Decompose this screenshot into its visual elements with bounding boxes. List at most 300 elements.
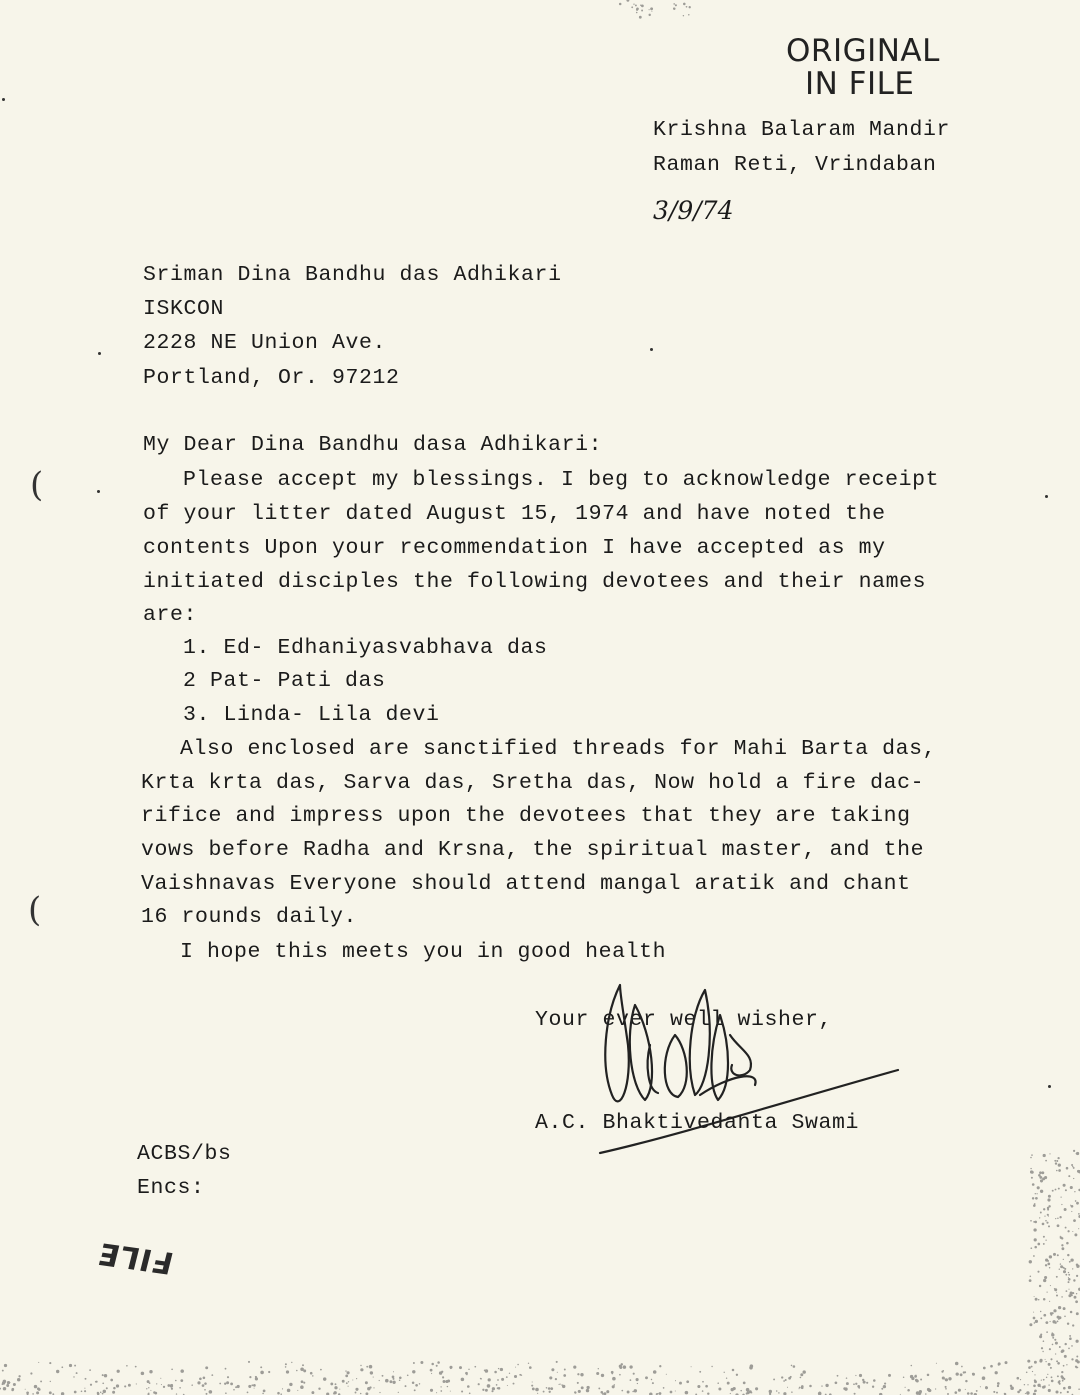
noise-speck: [679, 1382, 682, 1385]
noise-speck: [702, 1381, 704, 1383]
noise-speck: [673, 8, 675, 10]
file-stamp: FILE: [94, 1235, 178, 1280]
noise-speck: [334, 1386, 337, 1389]
noise-speck: [1067, 1322, 1069, 1324]
noise-speck: [556, 1361, 558, 1363]
noise-speck: [915, 1379, 918, 1382]
noise-speck: [296, 1370, 298, 1372]
noise-speck: [564, 1369, 566, 1371]
noise-speck: [872, 1386, 874, 1388]
noise-speck: [1063, 1378, 1065, 1380]
noise-speck: [905, 1387, 906, 1388]
noise-speck: [1030, 1276, 1032, 1278]
noise-speck: [1059, 1346, 1061, 1348]
noise-speck: [254, 1388, 255, 1389]
noise-speck: [1039, 1335, 1042, 1338]
noise-speck: [36, 1391, 39, 1394]
noise-speck: [1071, 1205, 1074, 1208]
noise-speck: [1045, 1322, 1047, 1324]
noise-speck: [825, 1384, 828, 1387]
noise-speck: [347, 1371, 350, 1374]
noise-speck: [135, 1366, 137, 1368]
noise-speck: [1073, 1150, 1075, 1152]
noise-speck: [1056, 1294, 1058, 1296]
stray-dot: [650, 348, 653, 351]
noise-speck: [1068, 1277, 1069, 1278]
noise-speck: [9, 1382, 10, 1383]
noise-speck: [420, 1361, 423, 1364]
original-in-file-stamp-line2: IN FILE: [805, 66, 915, 102]
noise-speck: [235, 1386, 237, 1388]
noise-speck: [1066, 1364, 1067, 1365]
original-in-file-stamp-line1: ORIGINAL: [786, 33, 940, 69]
noise-speck: [858, 1387, 860, 1389]
noise-speck: [1050, 1367, 1052, 1369]
noise-speck: [929, 1389, 932, 1392]
noise-speck: [1039, 1171, 1042, 1174]
noise-speck: [260, 1366, 262, 1368]
noise-speck: [445, 1380, 448, 1383]
noise-speck: [360, 1368, 363, 1371]
noise-speck: [1071, 1211, 1072, 1212]
noise-speck: [778, 1392, 780, 1394]
noise-speck: [69, 1364, 72, 1367]
noise-speck: [1034, 1322, 1036, 1324]
noise-speck: [1034, 1296, 1035, 1297]
noise-speck: [461, 1380, 462, 1381]
noise-speck: [705, 1385, 708, 1388]
noise-speck: [1048, 1216, 1049, 1217]
noise-speck: [634, 1389, 637, 1392]
noise-speck: [549, 1391, 551, 1393]
noise-speck: [1047, 1209, 1049, 1211]
noise-speck: [920, 1379, 922, 1381]
noise-speck: [640, 5, 641, 6]
noise-speck: [1051, 1376, 1053, 1378]
noise-speck: [268, 1371, 270, 1373]
noise-speck: [928, 1389, 931, 1392]
noise-speck: [205, 1366, 208, 1369]
noise-speck: [835, 1381, 838, 1384]
noise-speck: [749, 1390, 752, 1393]
noise-speck: [116, 1384, 119, 1387]
noise-speck: [702, 1390, 704, 1392]
noise-speck: [1020, 1379, 1021, 1380]
noise-speck: [1061, 1377, 1064, 1380]
noise-speck: [1076, 1264, 1079, 1267]
noise-speck: [312, 1375, 314, 1377]
noise-speck: [1074, 1191, 1075, 1192]
noise-speck: [197, 1381, 200, 1384]
noise-speck: [1059, 1216, 1061, 1218]
noise-speck: [1034, 1389, 1037, 1392]
noise-speck: [180, 1379, 183, 1382]
noise-speck: [1034, 1374, 1035, 1375]
noise-speck: [1034, 1221, 1037, 1224]
noise-speck: [1074, 1296, 1077, 1299]
noise-speck: [320, 1369, 322, 1371]
body-line: Vaishnavas Everyone should attend mangal aratik and chant: [141, 872, 911, 896]
noise-speck: [150, 1390, 151, 1391]
noise-speck: [209, 1390, 213, 1394]
noise-speck: [1030, 1168, 1031, 1169]
noise-speck: [1063, 1184, 1066, 1187]
noise-speck: [1045, 1359, 1046, 1360]
noise-speck: [751, 1392, 752, 1393]
noise-speck: [13, 1383, 16, 1386]
noise-speck: [1060, 1196, 1061, 1197]
body-line: Please accept my blessings. I beg to acknowledge receipt: [183, 468, 940, 492]
noise-speck: [1043, 1298, 1046, 1301]
noise-speck: [1073, 1178, 1074, 1179]
noise-speck: [437, 1361, 440, 1364]
noise-speck: [355, 1388, 358, 1391]
recipient-name: Sriman Dina Bandhu das Adhikari: [143, 263, 562, 287]
noise-speck: [106, 1387, 108, 1389]
noise-speck: [965, 1380, 967, 1382]
noise-speck: [1046, 1377, 1047, 1378]
noise-speck: [1040, 1317, 1042, 1319]
noise-speck: [1010, 1385, 1012, 1387]
noise-speck: [346, 1382, 348, 1384]
noise-speck: [289, 1383, 292, 1386]
noise-speck: [1044, 1385, 1045, 1386]
noise-speck: [1051, 1332, 1053, 1334]
noise-speck: [519, 1374, 521, 1376]
noise-speck: [1060, 1236, 1061, 1237]
noise-speck: [1061, 1204, 1062, 1205]
noise-speck: [633, 4, 634, 5]
noise-speck: [1052, 1190, 1054, 1192]
noise-speck: [1073, 1167, 1075, 1169]
noise-speck: [1037, 1384, 1040, 1387]
noise-speck: [611, 1371, 614, 1374]
noise-speck: [1075, 1359, 1078, 1362]
noise-speck: [0, 1388, 1, 1390]
noise-speck: [549, 1376, 552, 1379]
noise-speck: [1055, 1218, 1056, 1219]
noise-speck: [352, 1379, 353, 1380]
noise-speck: [253, 1384, 256, 1387]
noise-speck: [1049, 1153, 1050, 1154]
noise-speck: [1031, 1171, 1034, 1174]
noise-speck: [170, 1384, 173, 1387]
stray-dot: [98, 352, 101, 355]
noise-speck: [260, 1371, 264, 1375]
noise-speck: [783, 1380, 785, 1382]
noise-speck: [1055, 1353, 1056, 1354]
noise-speck: [881, 1388, 883, 1390]
stray-dot: [1048, 1085, 1051, 1088]
closing: Your ever well wisher,: [535, 1008, 833, 1032]
body-line: 16 rounds daily.: [141, 905, 358, 929]
noise-speck: [202, 1384, 205, 1387]
noise-speck: [342, 1380, 345, 1383]
noise-speck: [563, 1374, 566, 1377]
noise-speck: [1034, 1361, 1037, 1364]
noise-speck: [249, 1376, 251, 1378]
noise-speck: [577, 1373, 579, 1375]
noise-speck: [954, 1391, 957, 1394]
noise-speck: [773, 1378, 775, 1380]
noise-speck: [171, 1368, 173, 1370]
noise-speck: [379, 1392, 380, 1393]
noise-speck: [507, 1385, 508, 1386]
noise-speck: [601, 1374, 604, 1377]
noise-speck: [49, 1391, 52, 1394]
noise-speck: [1063, 1267, 1065, 1269]
noise-speck: [38, 1362, 39, 1363]
noise-speck: [1070, 1293, 1073, 1296]
noise-speck: [985, 1386, 987, 1388]
noise-speck: [373, 1377, 374, 1378]
noise-speck: [944, 1379, 945, 1380]
noise-speck: [494, 1371, 497, 1374]
noise-speck: [1077, 1367, 1079, 1369]
noise-speck: [1063, 1365, 1065, 1367]
noise-speck: [1068, 1289, 1069, 1290]
noise-speck: [496, 1384, 498, 1386]
noise-speck: [399, 1380, 401, 1382]
noise-speck: [34, 1385, 37, 1388]
noise-speck: [419, 1383, 420, 1384]
noise-speck: [699, 1371, 701, 1373]
noise-speck: [1040, 1179, 1043, 1182]
noise-speck: [1055, 1390, 1058, 1393]
noise-speck: [440, 1386, 441, 1387]
noise-speck: [675, 4, 677, 6]
noise-speck: [1005, 1361, 1008, 1364]
noise-speck: [287, 1389, 291, 1393]
noise-speck: [1042, 1386, 1045, 1389]
noise-speck: [1072, 1292, 1074, 1294]
noise-speck: [440, 1390, 442, 1392]
noise-speck: [1037, 1271, 1039, 1273]
noise-speck: [844, 1387, 847, 1390]
noise-speck: [1045, 1264, 1047, 1266]
noise-speck: [543, 1391, 545, 1393]
noise-speck: [487, 1384, 491, 1388]
noise-speck: [995, 1371, 998, 1374]
noise-speck: [514, 1375, 517, 1378]
noise-speck: [1034, 1391, 1035, 1392]
noise-speck: [413, 1362, 415, 1364]
body-line: are:: [143, 603, 198, 627]
noise-speck: [1047, 1292, 1048, 1293]
signer-name: A.C. Bhaktivedanta Swami: [535, 1111, 860, 1135]
noise-speck: [636, 7, 639, 10]
noise-speck: [1054, 1288, 1057, 1291]
noise-speck: [1044, 1176, 1047, 1179]
noise-speck: [160, 1378, 161, 1379]
noise-speck: [480, 1378, 482, 1380]
sender-address-line1: Krishna Balaram Mandir: [653, 118, 951, 142]
noise-speck: [113, 1387, 116, 1390]
noise-speck: [1068, 1175, 1070, 1177]
noise-speck: [7, 1381, 10, 1384]
noise-speck: [262, 1393, 264, 1395]
noise-speck: [156, 1383, 157, 1384]
noise-speck: [1068, 1272, 1069, 1273]
noise-speck: [1077, 1360, 1080, 1363]
noise-speck: [40, 1380, 42, 1382]
noise-speck: [1058, 1188, 1060, 1190]
noise-speck: [781, 1376, 783, 1378]
noise-speck: [1029, 1279, 1032, 1282]
noise-speck: [461, 1390, 463, 1392]
noise-speck: [612, 1385, 615, 1388]
noise-speck: [1071, 1164, 1073, 1166]
noise-speck: [1063, 1350, 1064, 1351]
noise-speck: [718, 1387, 721, 1390]
noise-speck: [1058, 1318, 1060, 1320]
noise-speck: [1043, 1379, 1045, 1381]
noise-speck: [651, 11, 652, 12]
noise-speck: [1024, 1384, 1025, 1385]
noise-speck: [819, 1391, 821, 1393]
noise-speck: [1034, 1203, 1036, 1205]
noise-speck: [675, 1390, 676, 1391]
noise-speck: [112, 1391, 115, 1394]
noise-speck: [916, 1380, 919, 1383]
noise-speck: [557, 1372, 558, 1373]
noise-speck: [788, 1377, 791, 1380]
stray-dot: [1045, 495, 1048, 498]
noise-speck: [415, 1384, 418, 1387]
noise-speck: [1068, 1281, 1070, 1283]
noise-speck: [248, 1361, 250, 1363]
noise-speck: [180, 1369, 184, 1373]
noise-speck: [484, 1370, 486, 1372]
noise-speck: [1054, 1160, 1056, 1162]
noise-speck: [697, 1385, 700, 1388]
noise-speck: [1033, 1204, 1036, 1207]
noise-speck: [650, 7, 653, 10]
noise-speck: [911, 1365, 913, 1367]
noise-speck: [1070, 1258, 1073, 1261]
noise-speck: [1047, 1207, 1049, 1209]
noise-speck: [506, 1376, 508, 1378]
noise-speck: [755, 1387, 758, 1390]
noise-speck: [1042, 1351, 1043, 1352]
noise-speck: [621, 1363, 623, 1365]
stray-dot: [2, 98, 5, 101]
noise-speck: [598, 1368, 599, 1369]
noise-speck: [225, 1368, 227, 1370]
noise-speck: [102, 1374, 104, 1376]
noise-speck: [614, 1384, 616, 1386]
salutation: My Dear Dina Bandhu dasa Adhikari:: [143, 433, 603, 457]
noise-speck: [800, 1377, 802, 1379]
noise-speck: [1027, 1360, 1030, 1363]
noise-speck: [776, 1390, 778, 1392]
noise-speck: [103, 1390, 106, 1393]
noise-speck: [1040, 1359, 1043, 1362]
noise-speck: [619, 3, 622, 6]
noise-speck: [1039, 1285, 1041, 1287]
noise-speck: [379, 1380, 380, 1381]
noise-speck: [586, 1389, 589, 1392]
noise-speck: [1041, 1379, 1042, 1380]
noise-speck: [793, 1365, 796, 1368]
noise-speck: [1035, 1320, 1038, 1323]
noise-speck: [513, 1383, 515, 1385]
noise-speck: [663, 1387, 665, 1389]
noise-speck: [1036, 1193, 1037, 1194]
noise-speck: [1068, 1294, 1071, 1297]
noise-speck: [1038, 1299, 1039, 1300]
noise-speck: [1046, 1222, 1048, 1224]
noise-speck: [1057, 1160, 1058, 1161]
noise-speck: [500, 1368, 503, 1371]
noise-speck: [915, 1375, 916, 1376]
noise-speck: [1048, 1205, 1050, 1207]
noise-speck: [1057, 1217, 1059, 1219]
noise-speck: [449, 1366, 452, 1369]
noise-speck: [652, 1382, 654, 1384]
noise-speck: [747, 1390, 749, 1392]
noise-speck: [1076, 1152, 1079, 1155]
noise-speck: [1057, 1157, 1059, 1159]
noise-speck: [961, 1366, 963, 1368]
noise-speck: [482, 1389, 484, 1391]
noise-speck: [1034, 1379, 1036, 1381]
noise-speck: [993, 1391, 995, 1393]
noise-speck: [1057, 1254, 1059, 1256]
noise-speck: [1031, 1172, 1033, 1174]
noise-speck: [153, 1391, 156, 1394]
noise-speck: [888, 1374, 891, 1377]
noise-speck: [230, 1382, 233, 1385]
noise-speck: [469, 1392, 471, 1394]
noise-speck: [1069, 1337, 1072, 1340]
noise-speck: [972, 1373, 975, 1376]
noise-speck: [958, 1389, 961, 1392]
body-line: initiated disciples the following devotees and their names: [143, 570, 927, 594]
noise-speck: [26, 1391, 29, 1394]
noise-speck: [1049, 1267, 1050, 1268]
noise-speck: [32, 1393, 34, 1395]
noise-speck: [633, 1373, 635, 1375]
noise-speck: [76, 1372, 78, 1374]
noise-speck: [50, 1381, 51, 1382]
noise-speck: [1038, 1174, 1041, 1177]
noise-speck: [740, 1390, 742, 1392]
noise-speck: [81, 1390, 83, 1392]
noise-speck: [1057, 1224, 1060, 1227]
noise-speck: [393, 1371, 394, 1372]
noise-speck: [1057, 1362, 1060, 1365]
noise-speck: [965, 1389, 966, 1390]
noise-speck: [3, 1387, 6, 1390]
noise-speck: [478, 1383, 480, 1385]
noise-speck: [126, 1365, 128, 1367]
noise-speck: [191, 1384, 193, 1386]
noise-speck: [56, 1370, 59, 1373]
noise-speck: [11, 1388, 14, 1391]
noise-speck: [730, 1393, 731, 1394]
noise-speck: [466, 1374, 468, 1376]
noise-speck: [1017, 1391, 1020, 1394]
noise-speck: [1025, 1393, 1026, 1394]
noise-speck: [373, 1387, 374, 1388]
noise-speck: [791, 1391, 793, 1393]
noise-speck: [649, 9, 650, 10]
noise-speck: [161, 1384, 162, 1385]
noise-speck: [551, 1368, 554, 1371]
noise-speck: [1061, 1371, 1063, 1373]
handwritten-signature: [590, 975, 910, 1165]
